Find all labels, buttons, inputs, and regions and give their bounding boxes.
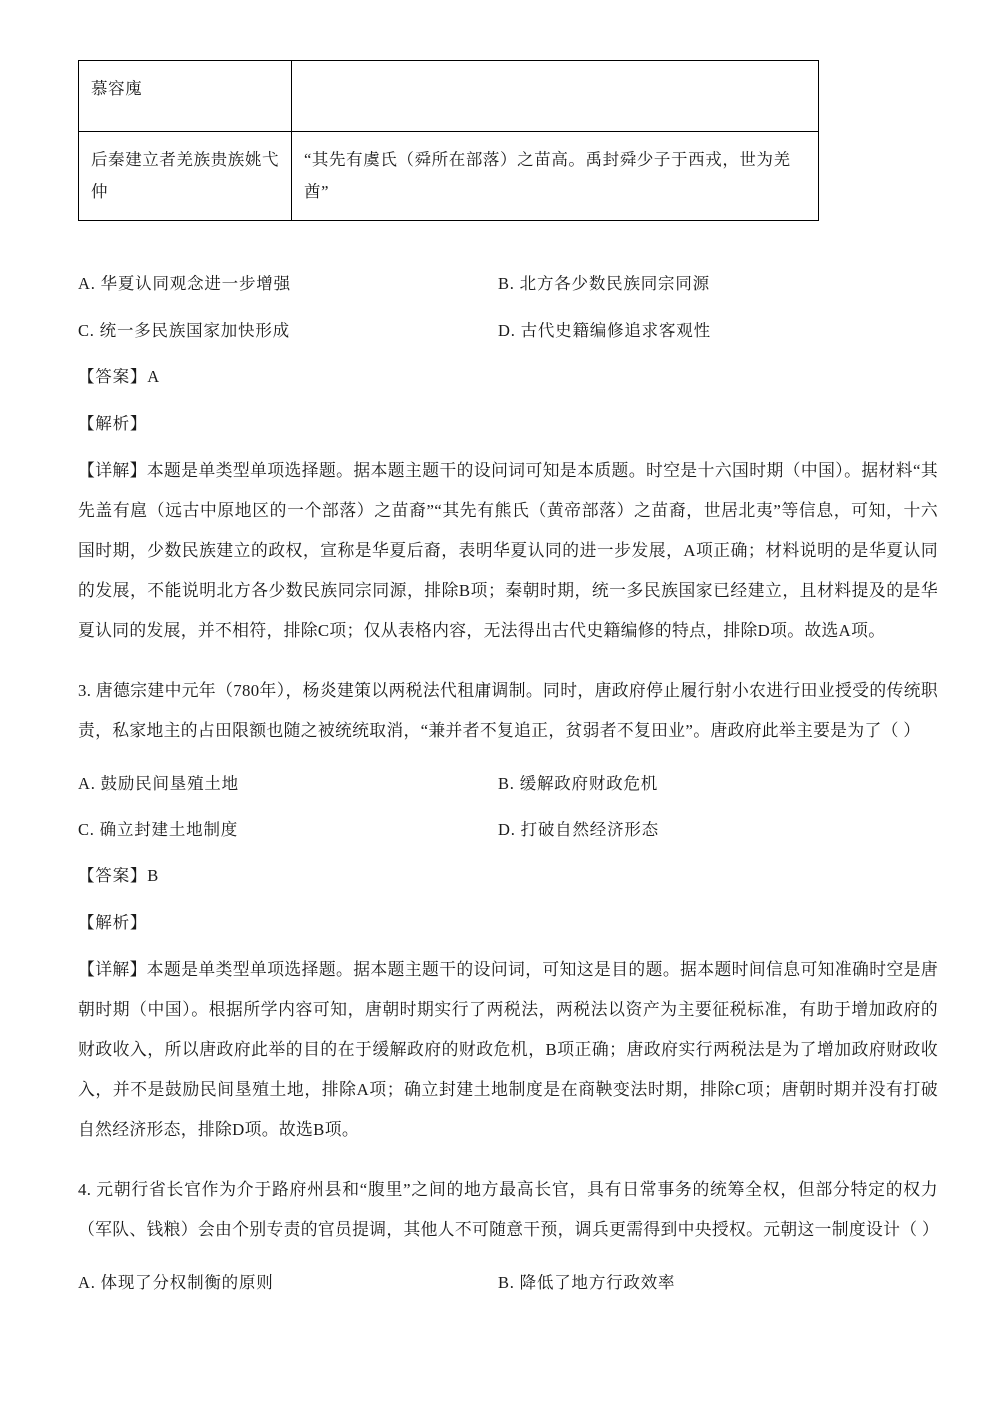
question3-answer-label: 【答案】B: [78, 866, 160, 886]
question2-option-a[interactable]: A. 华夏认同观念进一步增强: [78, 274, 291, 294]
question3-option-d[interactable]: D. 打破自然经济形态: [498, 820, 659, 840]
question2-answer-label: 【答案】A: [78, 367, 160, 387]
question4-option-b[interactable]: B. 降低了地方行政效率: [498, 1273, 676, 1293]
question3-options-row-1: [78, 771, 938, 797]
question2-options-row-2: [78, 318, 938, 344]
table-cell-quote: “其先有虞氏（舜所在部落）之苗高。禹封舜少子于西戎，世为羌酋”: [292, 132, 819, 221]
table-cell-figure-name: 慕容廆: [79, 61, 292, 132]
question3-option-b[interactable]: B. 缓解政府财政危机: [498, 773, 659, 793]
question4-stem: 4. 元朝行省长官作为介于路府州县和“腹里”之间的地方最高长官，具有日常事务的统筹全权，但部分特定的权力（军队、钱粮）会由个别专责的官员提调，其他人不可随意干预，调兵更需得到中央授权。元朝这一制度设计（ ）: [78, 1180, 940, 1240]
question2-option-b[interactable]: B. 北方各少数民族同宗同源: [498, 274, 710, 294]
question3-analysis-label: 【解析】: [78, 912, 148, 932]
spacer: [78, 221, 938, 251]
page-content: [78, 60, 938, 1296]
question3-option-c[interactable]: C. 确立封建土地制度: [78, 820, 239, 840]
question2-detail-paragraph: 【详解】本题是单类型单项选择题。据本题主题干的设问词可知是本质题。时空是十六国时期（中国）。据材料“其先盖有扈（远古中原地区的一个部落）之苗裔”“其先有熊氏（黄帝部落）之苗裔，世居北夷”等信息，可知，十六国时期，少数民族建立的政权，宣称是华夏后裔，表明华夏认同的进一步发展，A项正确；材料说明的是华夏认同的发展，不能说明北方各少数民族同宗同源，排除B项；秦朝时期，统一多民族国家已经建立，且材料提及的是华夏认同的发展，并不相符，排除C项；仅从表格内容，无法得出古代史籍编修的特点，排除D项。故选A项。: [78, 460, 938, 640]
question2-option-d[interactable]: D. 古代史籍编修追求客观性: [498, 320, 711, 340]
source-quote-table: [78, 60, 819, 221]
question3-stem: 3. 唐德宗建中元年（780年），杨炎建策以两税法代租庸调制。同时，唐政府停止履行射小农进行田业授受的传统职责，私家地主的占田限额也随之被统统取消，“兼并者不复追正，贫弱者不复田业”。唐政府此举主要是为了（ ）: [78, 680, 938, 740]
table-cell-figure-name: 后秦建立者羌族贵族姚弋仲: [79, 132, 292, 221]
question4-option-a[interactable]: A. 体现了分权制衡的原则: [78, 1273, 274, 1293]
table-row: [79, 132, 819, 221]
question2-option-c[interactable]: C. 统一多民族国家加快形成: [78, 320, 290, 340]
table-row: [79, 61, 819, 132]
question3-options-row-2: [78, 817, 938, 843]
table-cell-quote: [292, 61, 819, 132]
question3-option-a[interactable]: A. 鼓励民间垦殖土地: [78, 773, 239, 793]
question3-detail-paragraph: 【详解】本题是单类型单项选择题。据本题主题干的设问词，可知这是目的题。据本题时间信息可知准确时空是唐朝时期（中国）。根据所学内容可知，唐朝时期实行了两税法，两税法以资产为主要征税标准，有助于增加政府的财政收入，所以唐政府此举的目的在于缓解政府的财政危机，B项正确；唐政府实行两税法是为了增加政府财政收入，并不是鼓励民间垦殖土地，排除A项；确立封建土地制度是在商鞅变法时期，排除C项；唐朝时期并没有打破自然经济形态，排除D项。故选B项。: [78, 960, 938, 1140]
question2-analysis-label: 【解析】: [78, 413, 148, 433]
question2-options-row-1: [78, 271, 938, 297]
question4-options-row-1: [78, 1270, 938, 1296]
